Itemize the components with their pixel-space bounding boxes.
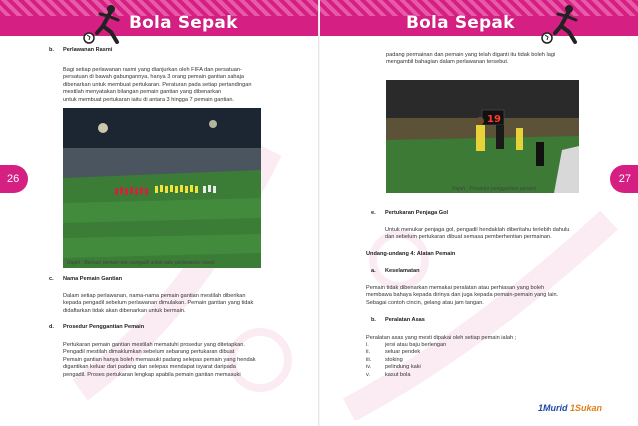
equipment-intro: Peralatan asas yang mesti dipakai oleh setiap pemain ialah ; (366, 335, 517, 341)
stadium-photo-caption: Rajah : Barisan pemain dan pengadil untuk satu perlawanan rasmi. (67, 260, 216, 266)
section-b-label: b. (49, 47, 54, 53)
section-d-paragraph (63, 342, 270, 379)
page-number-right: 27 (610, 165, 638, 193)
paragraph-line: dan sebelum pertukaran dibuat semasa pemberhentian permainan. (385, 234, 552, 241)
paragraph-line: untuk membuat pertukaran iaitu di antara 3 hingga 7 pemain gantian. (63, 96, 235, 103)
section-b-right-label: b. (371, 317, 376, 323)
football-kicker-icon (539, 2, 581, 46)
header-title: Bola Sepak (129, 13, 238, 33)
paragraph-line: Sebagai contoh cincin, gelang atau jam tangan. (366, 299, 484, 306)
section-d-heading: Prosedur Penggantian Pemain (63, 324, 145, 330)
paragraph-line: mengambil bahagian dalam perlawanan tersebut. (386, 59, 509, 66)
paragraph-line: digantikan keluar dari padang dan selepas mendapat isyarat daripada (63, 364, 236, 371)
paragraph-line: mestilah menyatakan bilangan pemain gantian yang dibenarkan (63, 89, 222, 96)
list-item-text: kasut bola (385, 371, 411, 378)
section-c-heading: Nama Pemain Gantian (63, 276, 123, 282)
paragraph-line: Untuk menukar penjaga gol, pengadil hendaklah diberitahu terlebih dahulu (385, 227, 570, 233)
stadium-lineup-photo (63, 108, 261, 268)
list-item-number: i. (366, 342, 369, 348)
paragraph-line: Dalam setiap perlawanan, nama-nama pemain gantian mestilah diberikan (63, 293, 246, 299)
list-item-text: jersi atau baju berlengan (385, 342, 447, 348)
paragraph-line: Pengadil mestilah dimaklumkan sebelum sebarang pertukaran dibuat (63, 349, 235, 356)
section-c-label: c. (49, 276, 54, 282)
brand-logo-part2: 1Sukan (570, 403, 603, 413)
paragraph-line: Pemain tidak dibenarkan memakai peralatan atau perhiasan yang boleh (366, 285, 545, 291)
section-e-heading: Pertukaran Penjaga Gol (385, 210, 449, 216)
continuation-paragraph (386, 52, 601, 67)
paragraph-line: kepada pengadil sebelum perlawanan dimulakan. Pemain gantian yang tidak (63, 300, 254, 307)
paragraph-line: pengadil. Proses pertukaran lengkap apabila pemain gantian memasuki (63, 371, 241, 378)
list-item-text: seluar pendek (385, 349, 421, 356)
header-title: Bola Sepak (406, 13, 515, 33)
brand-logo-part1: 1Murid (538, 403, 568, 413)
paragraph-line: membawa bahaya kepada dirinya dan juga kepada pemain-pemain yang lain. (366, 292, 559, 299)
list-item-number: v. (366, 371, 370, 378)
list-item-text: pelindung kaki (385, 364, 421, 371)
section-a-paragraph (366, 285, 603, 307)
section-b-paragraph (63, 67, 270, 104)
list-item (366, 357, 446, 364)
paragraph-line: persatuan di bawah gabungannya, hanya 3 orang pemain gantian sahaja (63, 74, 245, 81)
section-e-label: e. (371, 210, 376, 216)
section-c-paragraph (63, 293, 270, 315)
list-item (366, 342, 446, 349)
substitution-photo (386, 80, 579, 193)
football-kicker-icon (81, 2, 123, 46)
paragraph-line: Bagi setiap perlawanan rasmi yang dianjurkan oleh FIFA dan persatuan- (63, 67, 242, 73)
list-item-number: iii. (366, 356, 372, 363)
page-gutter (318, 0, 320, 426)
paragraph-line: dibenarkan untuk membuat pertukaran. Peraturan pada setiap pertandingan (63, 81, 252, 88)
substitution-board-number: 19 (487, 114, 501, 125)
list-item-text: stoking (385, 356, 403, 363)
paragraph-line: Pertukaran pemain gantian mestilah mematuhi prosedur yang ditetapkan. (63, 342, 245, 348)
section-a-label: a. (371, 268, 376, 274)
page-number-left: 26 (0, 165, 28, 193)
section-d-label: d. (49, 324, 54, 330)
substitution-photo-caption: Rajah : Prosedur penggantian pemain. (452, 186, 538, 192)
section-b-right-heading: Peralatan Asas (385, 317, 425, 323)
list-item (366, 372, 446, 379)
paragraph-line: didaftarkan tidak akan dibenarkan untuk bermain. (63, 307, 186, 314)
list-item (366, 349, 446, 356)
list-item-number: iv. (366, 364, 372, 371)
paragraph-line: Pemain gantian hanya boleh memasuki padang selepas pemain yang hendak (63, 356, 256, 363)
brand-logo (538, 403, 602, 413)
list-item (366, 364, 446, 371)
equipment-list (366, 342, 446, 379)
section-b-heading: Perlawanan Rasmi (63, 47, 113, 53)
list-item-number: ii. (366, 349, 371, 356)
section-a-heading: Keselamatan (385, 268, 420, 274)
paragraph-line: padang permainan dan pemain yang telah diganti itu tidak boleh lagi (386, 52, 556, 58)
law-4-heading: Undang-undang 4: Alatan Pemain (366, 251, 456, 257)
section-e-paragraph (385, 227, 603, 242)
